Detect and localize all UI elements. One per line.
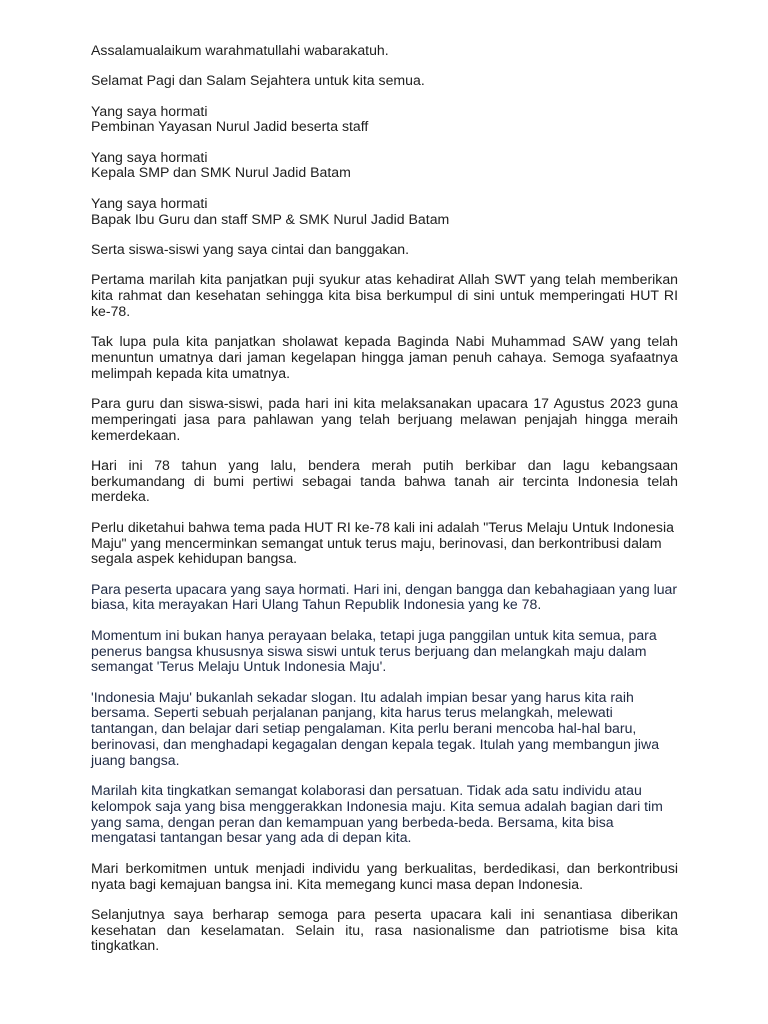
paragraph-merdeka: Hari ini 78 tahun yang lalu, bendera merah putih berkibar dan lagu kebangsaan berkumandang di bumi pertiwi sebagai tanda bahwa tanah air tercinta Indonesia telah merdeka. <box>91 456 678 505</box>
paragraph-komitmen: Mari berkomitmen untuk menjadi individu yang berkualitas, berdedikasi, dan berkontribusi nyata bagi kemajuan bangsa ini. Kita memegang kunci masa depan Indonesia. <box>91 859 678 892</box>
paragraph-peserta: Para peserta upacara yang saya hormati. Hari ini, dengan bangga dan kebahagiaan yang luar biasa, kita merayakan Hari Ulang Tahun Republik Indonesia yang ke 78. <box>91 580 678 613</box>
hormat-block-guru <box>91 196 678 228</box>
hormat-block-pembina <box>91 104 678 136</box>
greeting-line: Assalamualaikum warahmatullahi wabarakatuh. <box>91 42 389 58</box>
paragraph-tema: Perlu diketahui bahwa tema pada HUT RI ke-78 kali ini adalah "Terus Melaju Untuk Indonesia Maju" yang mencerminkan semangat untuk terus maju, berinovasi, dan berkontribusi dalam segala aspek kehidupan bangsa. <box>91 518 674 567</box>
paragraph-momentum: Momentum ini bukan hanya perayaan belaka, tetapi juga panggilan untuk kita semua, para penerus bangsa khususnya siswa siswi untuk terus berjuang dan melangkah maju dalam semangat 'Terus Melaju Untuk Indonesia Maju'. <box>91 626 657 675</box>
hormat-recipient: Kepala SMP dan SMK Nurul Jadid Batam <box>91 164 351 181</box>
hormat-recipient: Pembinan Yayasan Nurul Jadid beserta staff <box>91 118 369 135</box>
paragraph-upacara: Para guru dan siswa-siswi, pada hari ini kita melaksanakan upacara 17 Agustus 2023 guna memperingati jasa para pahlawan yang telah berjuang melawan penjajah hingga meraih kemerdekaan. <box>91 394 678 443</box>
paragraph-indonesia-maju: 'Indonesia Maju' bukanlah sekadar slogan. Itu adalah impian besar yang harus kita raih bersama. Seperti sebuah perjalanan panjang, kita harus terus melangkah, melewati tantangan, dan belajar dari setiap pengalaman. Kita perlu berani mencoba hal-hal baru, berinovasi, dan menghadapi kegagalan dengan kepala tegak. Itulah yang membangun jiwa juang bangsa. <box>91 688 660 768</box>
hormat-label: Yang saya hormati <box>91 194 208 211</box>
hormat-block-kepala <box>91 150 678 182</box>
hormat-label: Yang saya hormati <box>91 148 208 165</box>
paragraph-sholawat: Tak lupa pula kita panjatkan sholawat kepada Baginda Nabi Muhammad SAW yang telah menuntun umatnya dari jaman kegelapan hingga jaman penuh cahaya. Semoga syafaatnya melimpah kepada kita umatnya. <box>91 333 678 381</box>
hormat-recipient: Bapak Ibu Guru dan staff SMP & SMK Nurul Jadid Batam <box>91 210 450 227</box>
paragraph-harapan: Selanjutnya saya berharap semoga para peserta upacara kali ini senantiasa diberikan kesehatan dan keselamatan. Selain itu, rasa nasionalisme dan patriotisme bisa kita tingkatkan. <box>91 905 678 954</box>
salam-line: Selamat Pagi dan Salam Sejahtera untuk kita semua. <box>91 72 425 89</box>
paragraph-kolaborasi: Marilah kita tingkatkan semangat kolaborasi dan persatuan. Tidak ada satu individu atau kelompok saja yang bisa menggerakkan Indonesia maju. Kita semua adalah bagian dari tim yang sama, dengan peran dan kemampuan yang berbeda-beda. Bersama, kita bisa mengatasi tantangan besar yang ada di depan kita. <box>91 782 663 846</box>
hormat-label: Yang saya hormati <box>91 102 208 119</box>
paragraph-puji-syukur: Pertama marilah kita panjatkan puji syukur atas kehadirat Allah SWT yang telah memberikan kita rahmat dan kesehatan sehingga kita bisa berkumpul di sini untuk memperingati HUT RI ke-78. <box>91 271 678 319</box>
siswa-line: Serta siswa-siswi yang saya cintai dan banggakan. <box>91 240 410 257</box>
